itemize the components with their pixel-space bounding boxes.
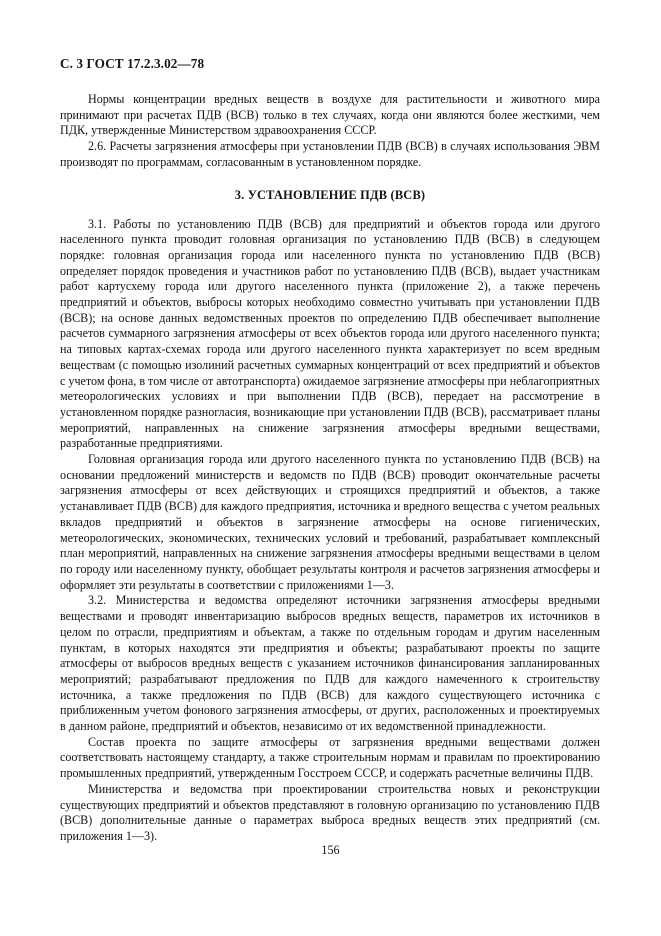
paragraph-project-composition: Состав проекта по защите атмосферы от загрязнения вредными веществами должен соответствовать настоящему стандарту, а также строительным нормам и правилам по проектированию промышленных предприятий, утвержденным Госстроем СССР, и содержать расчетные величины ПДВ. [60, 734, 600, 781]
paragraph-3-1: 3.1. Работы по установлению ПДВ (ВСВ) для предприятий и объектов города или другого населенного пункта проводит головная организация по установлению ПДВ (ВСВ) в следующем порядке: головная организация города или населенного пункта по установлению ПДВ (ВСВ) определяет порядок проведения и участников работ по установлению ПДВ (ВСВ), выдает участникам работ картусхему города или другого населенного пункта (приложение 2), а также перечень предприятий и объектов, выбросы которых необходимо совместно учитывать при установлении ПДВ (ВСВ); на основе данных ведомственных проектов по определению ПДВ обеспечивает выполнение расчетов суммарного загрязнения атмосферы от всех объектов города или другого населенного пункта; на типовых картах-схемах города или другого населенного пункта характеризует по всем вредным веществам (с помощью изолиний расчетных суммарных концентраций от всех предприятий и объектов с учетом фона, в том числе от автотранспорта) ожидаемое загрязнение атмосферы при неблагоприятных метеорологических условиях и при выполнении ПДВ (ВСВ), передает на рассмотрение в установленном порядке разногласия, возникающие при установлении ПДВ (ВСВ), рассматривает планы мероприятий, направленных на снижение загрязнения атмосферы вредными веществами, разработанные предприятиями. [60, 216, 600, 451]
page-header: С. 3 ГОСТ 17.2.3.02—78 [60, 56, 205, 71]
section-3-title: 3. УСТАНОВЛЕНИЕ ПДВ (ВСВ) [234, 187, 426, 202]
paragraph-head-organization: Головная организация города или другого населенного пункта по установлению ПДВ (ВСВ) на основании предложений министерств и ведомств по ПДВ (ВСВ) проводит окончательные расчеты загрязнения атмосферы от всех действующих и строящихся предприятий и объектов, а также устанавливает ПДВ (ВСВ) для каждого предприятия, источника и вредного вещества с учетом реальных вкладов предприятий и объектов в загрязнение атмосферы на основе гигиенических, метеорологических, экономических, технических условий и требований, разрабатывает комплексный план мероприятий, направленных на снижение загрязнения атмосферы вредными веществами в целом по городу или населенному пункту, обобщает результаты контроля и расчетов загрязнения атмосферы и оформляет эти результаты в соответствии с приложениями 1—3. [60, 452, 600, 592]
section-3-body [60, 217, 600, 845]
page-number: 156 [321, 843, 340, 857]
intro-paragraph-2-6: 2.6. Расчеты загрязнения атмосферы при установлении ПДВ (ВСВ) в случаях использования ЭВМ производят по программам, согласованным в установленном порядке. [60, 139, 600, 169]
paragraph-3-2: 3.2. Министерства и ведомства определяют источники загрязнения атмосферы вредными веществами и проводят инвентаризацию выбросов вредных веществ, параметров их источников в целом по отрасли, предприятиям и объектам, а также по отдельным городам и другим населенным пунктам, в которых находятся эти предприятия и объекты; разрабатывают проекты по защите атмосферы от выбросов вредных веществ с указанием источников финансирования запланированных мероприятий; разрабатывают предложения по ПДВ для каждого намеченного к строительству источника, а также предложения по ПДВ (ВСВ) для каждого существующего источника с приближенным учетом фонового загрязнения атмосферы, от других, расположенных и проектируемых в данном районе, предприятий и объектов, независимо от их ведомственной принадлежности. [60, 593, 600, 734]
document-page [60, 56, 600, 845]
paragraph-ministries-data: Министерства и ведомства при проектировании строительства новых и реконструкции существующих предприятий и объектов представляют в головную организацию по установлению ПДВ (ВСВ) дополнительные данные о параметрах выброса вредных веществ этих предприятий (см. приложения 1—3). [60, 781, 600, 843]
intro-block [60, 92, 600, 171]
intro-paragraph-norms: Нормы концентрации вредных веществ в воздухе для растительности и животного мира принимают при расчетах ПДВ (ВСВ) только в тех случаях, когда они являются более жесткими, чем ПДК, утвержденные Министерством здравоохранения СССР. [60, 92, 600, 138]
